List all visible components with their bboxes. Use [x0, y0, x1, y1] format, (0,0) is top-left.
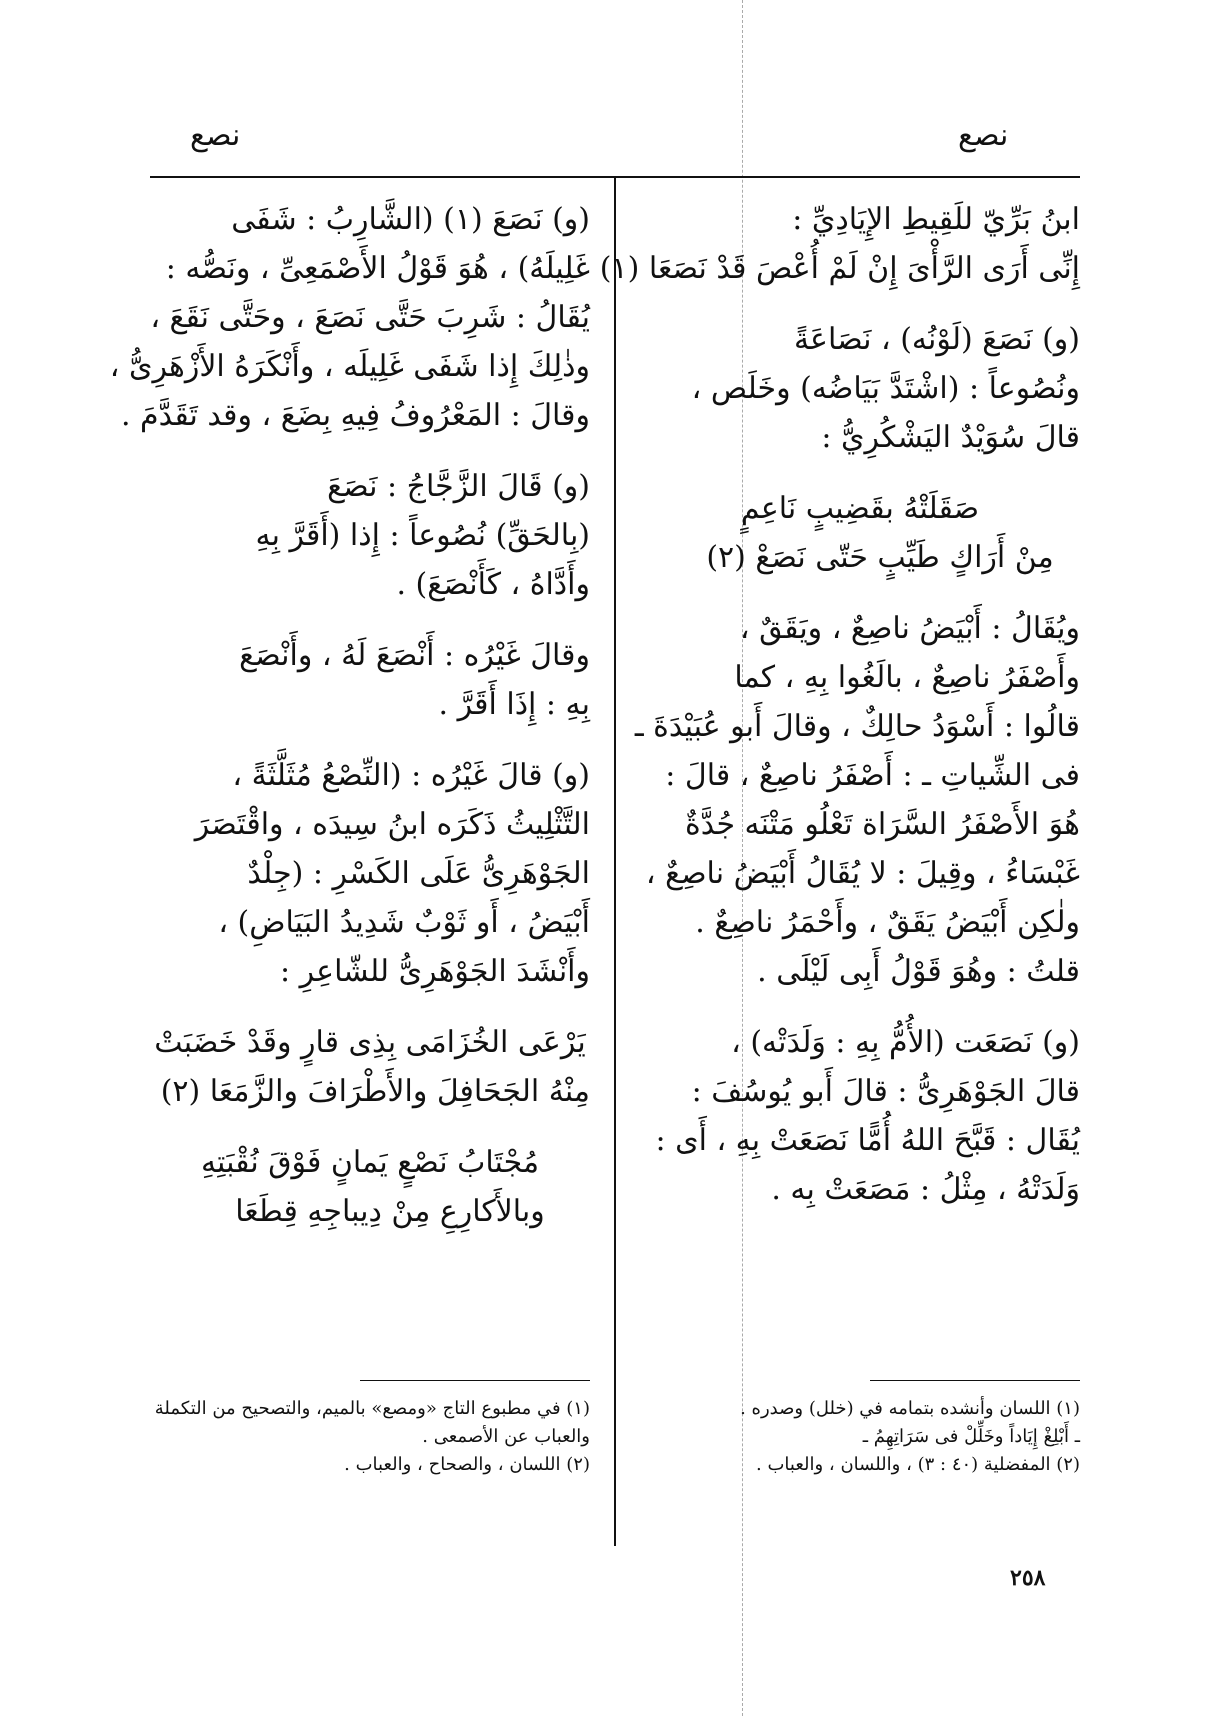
footnote-line: (٢) المفضلية (٤٠ : ٣) ، واللسان ، والعباب . — [756, 1454, 1080, 1475]
text-line: (و) نَصَعَت (الأُمُّ بِهِ : وَلَدَتْه) ، — [731, 1025, 1080, 1060]
paragraph-gap — [640, 996, 1080, 1018]
footnotes-right — [640, 1395, 1080, 1479]
verse-line: وبالأَكارِعِ مِنْ دِيباجِهِ قِطَعَا — [235, 1194, 545, 1229]
footnote-line: (١) في مطبوع التاج «ومصع» بالميم، والتصحيح من التكملة — [154, 1398, 590, 1419]
text-line: قلتُ : وهُوَ قَوْلُ أَبِى لَيْلَى . — [757, 954, 1080, 989]
text-line: هُوَ الأَصْفَرُ السَّرَاة تَعْلُو مَتْنَه جُدَّةٌ — [684, 807, 1080, 842]
text-line: قالَ الجَوْهَرِىُّ : قالَ أَبو يُوسُفَ : — [691, 1074, 1080, 1109]
paragraph-gap — [150, 609, 590, 631]
paragraph-gap — [640, 462, 1080, 484]
footnote-line: ـ أَبْلِغْ إِيَاداً وخَلِّلْ فى سَرَاتِهِمُ ـ — [862, 1426, 1080, 1447]
text-line: (و) نَصَعَ (١) (الشَّارِبُ : شَفَى — [231, 202, 590, 237]
paragraph-gap — [150, 996, 590, 1018]
footnote-line: (١) اللسان وأنشده بتمامه في (خلل) وصدره . — [740, 1398, 1080, 1419]
text-line: ونُصُوعاً : (اشْتَدَّ بَيَاضُه) وخَلَص ، — [691, 371, 1080, 406]
text-line: وأَصْفَرُ ناصِعٌ ، بالَغُوا بِهِ ، كما — [734, 660, 1080, 695]
verse-line: صَقَلَتْهُ بقَضِيبٍ نَاعِمٍ — [740, 491, 980, 526]
footnotes-left — [140, 1395, 590, 1479]
paragraph-gap — [150, 440, 590, 462]
text-line: أَبْيَضُ ، أَو ثَوْبٌ شَدِيدُ البَيَاضِ) ، — [218, 905, 590, 940]
text-line: ابنُ بَرِّيّ للَقِيطِ الإِيَادِيِّ : — [792, 202, 1080, 237]
footnote-rule-left — [360, 1380, 590, 1381]
verse-line: مِنْهُ الجَحَافِلَ والأَطْرَافَ والزَّمَعَا (٢) — [160, 1074, 590, 1109]
text-line: قالُوا : أَسْوَدُ حالِكٌ ، وقالَ أَبو عُبَيْدَةَ ـ — [634, 709, 1080, 744]
text-line: يُقَال : قَبَّحَ اللهُ أُمًّا نَصَعَتْ بِهِ ، أَى : — [655, 1123, 1080, 1158]
text-line: وقالَ : المَعْرُوفُ فِيهِ بِضَعَ ، وقد تَقَدَّمَ . — [120, 398, 590, 433]
header-word-right: نصع — [958, 118, 1009, 153]
verse-line: إِنِّى أَرَى الرَّأْىَ إِنْ لَمْ أُعْصَ قَدْ نَصَعَا (١) — [599, 251, 1080, 286]
text-line: غَبْسَاءُ ، وقِيلَ : لا يُقَالُ أَبْيَضُ ناصِعٌ ، — [645, 856, 1080, 891]
text-line: ولٰكِن أَبْيَضُ يَقَقٌ ، وأَحْمَرُ ناصِعٌ . — [695, 905, 1080, 940]
text-line: الجَوْهَرِىُّ عَلَى الكَسْرِ : (جِلْدٌ — [247, 856, 590, 891]
header-word-left: نصع — [190, 118, 241, 153]
text-line: فى الشِّياتِ ـ : أَصْفَرُ ناصِعٌ ، قالَ : — [665, 758, 1080, 793]
paragraph-gap — [150, 729, 590, 751]
verse-line: مُجْتَابُ نَصْعٍ يَمانٍ فَوْقَ نُقْبَتِهِ — [200, 1145, 540, 1180]
text-line: التَّثْلِيثُ ذَكَرَه ابنُ سِيدَه ، واقْتَصَرَ — [194, 807, 590, 842]
text-line: وَلَدَتْهُ ، مِثْلُ : مَصَعَتْ بِه . — [771, 1172, 1080, 1207]
text-line: بِهِ : إِذَا أَقَرَّ . — [438, 687, 590, 722]
right-column — [599, 195, 1080, 1214]
text-line: (بِالحَقِّ) نُصُوعاً : إِذا (أَقَرَّ بِهِ — [255, 518, 590, 553]
footnote-rule-right — [870, 1380, 1080, 1381]
verse-line: يَرْعَى الخُزَامَى بِذِى قارٍ وقَدْ خَضَبَتْ — [154, 1025, 586, 1060]
footnote-line: والعباب عن الأصمعى . — [422, 1426, 590, 1447]
text-line: وأَدَّاهُ ، كَأَنْصَعَ) . — [396, 567, 590, 602]
text-line: وذٰلِكَ إِذا شَفَى غَلِيلَه ، وأَنْكَرَهُ الأَزْهَرِىُّ ، — [109, 349, 590, 384]
text-line: (و) قالَ غَيْرُه : (النِّصْعُ مُثَلَّثَةً ، — [232, 758, 590, 793]
text-line: يُقَالُ : شَرِبَ حَتَّى نَصَعَ ، وحَتَّى نَقَعَ ، — [150, 300, 590, 335]
text-line: (و) نَصَعَ (لَوْنُه) ، نَصَاعَةً — [793, 322, 1080, 357]
text-line: (و) قَالَ الزَّجَّاجُ : نَصَعَ — [327, 469, 590, 504]
text-line: غَلِيلَهُ) ، هُوَ قَوْلُ الأَصْمَعِىِّ ، ونَصُّه : — [165, 251, 590, 286]
left-column — [109, 195, 590, 1236]
footnote-line: (٢) اللسان ، والصحاح ، والعباب . — [344, 1454, 590, 1475]
paragraph-gap — [150, 1116, 590, 1138]
page-number: ٢٥٨ — [1010, 1565, 1046, 1591]
text-line: ويُقَالُ : أَبْيَضُ ناصِعٌ ، ويَقَقٌ ، — [739, 611, 1080, 646]
text-line: وأَنْشَدَ الجَوْهَرِىُّ للشّاعِرِ : — [279, 954, 590, 989]
paragraph-gap — [640, 582, 1080, 604]
text-line: وقالَ غَيْرُه : أَنْصَعَ لَهُ ، وأَنْصَعَ — [239, 638, 590, 673]
paragraph-gap — [640, 293, 1080, 315]
column-divider — [614, 176, 616, 1546]
text-line: قالَ سُوَيْدٌ اليَشْكُرِيُّ : — [821, 420, 1080, 455]
verse-line: مِنْ أَرَاكٍ طَيِّبٍ حَتّى نَصَعْ (٢) — [706, 540, 1054, 575]
